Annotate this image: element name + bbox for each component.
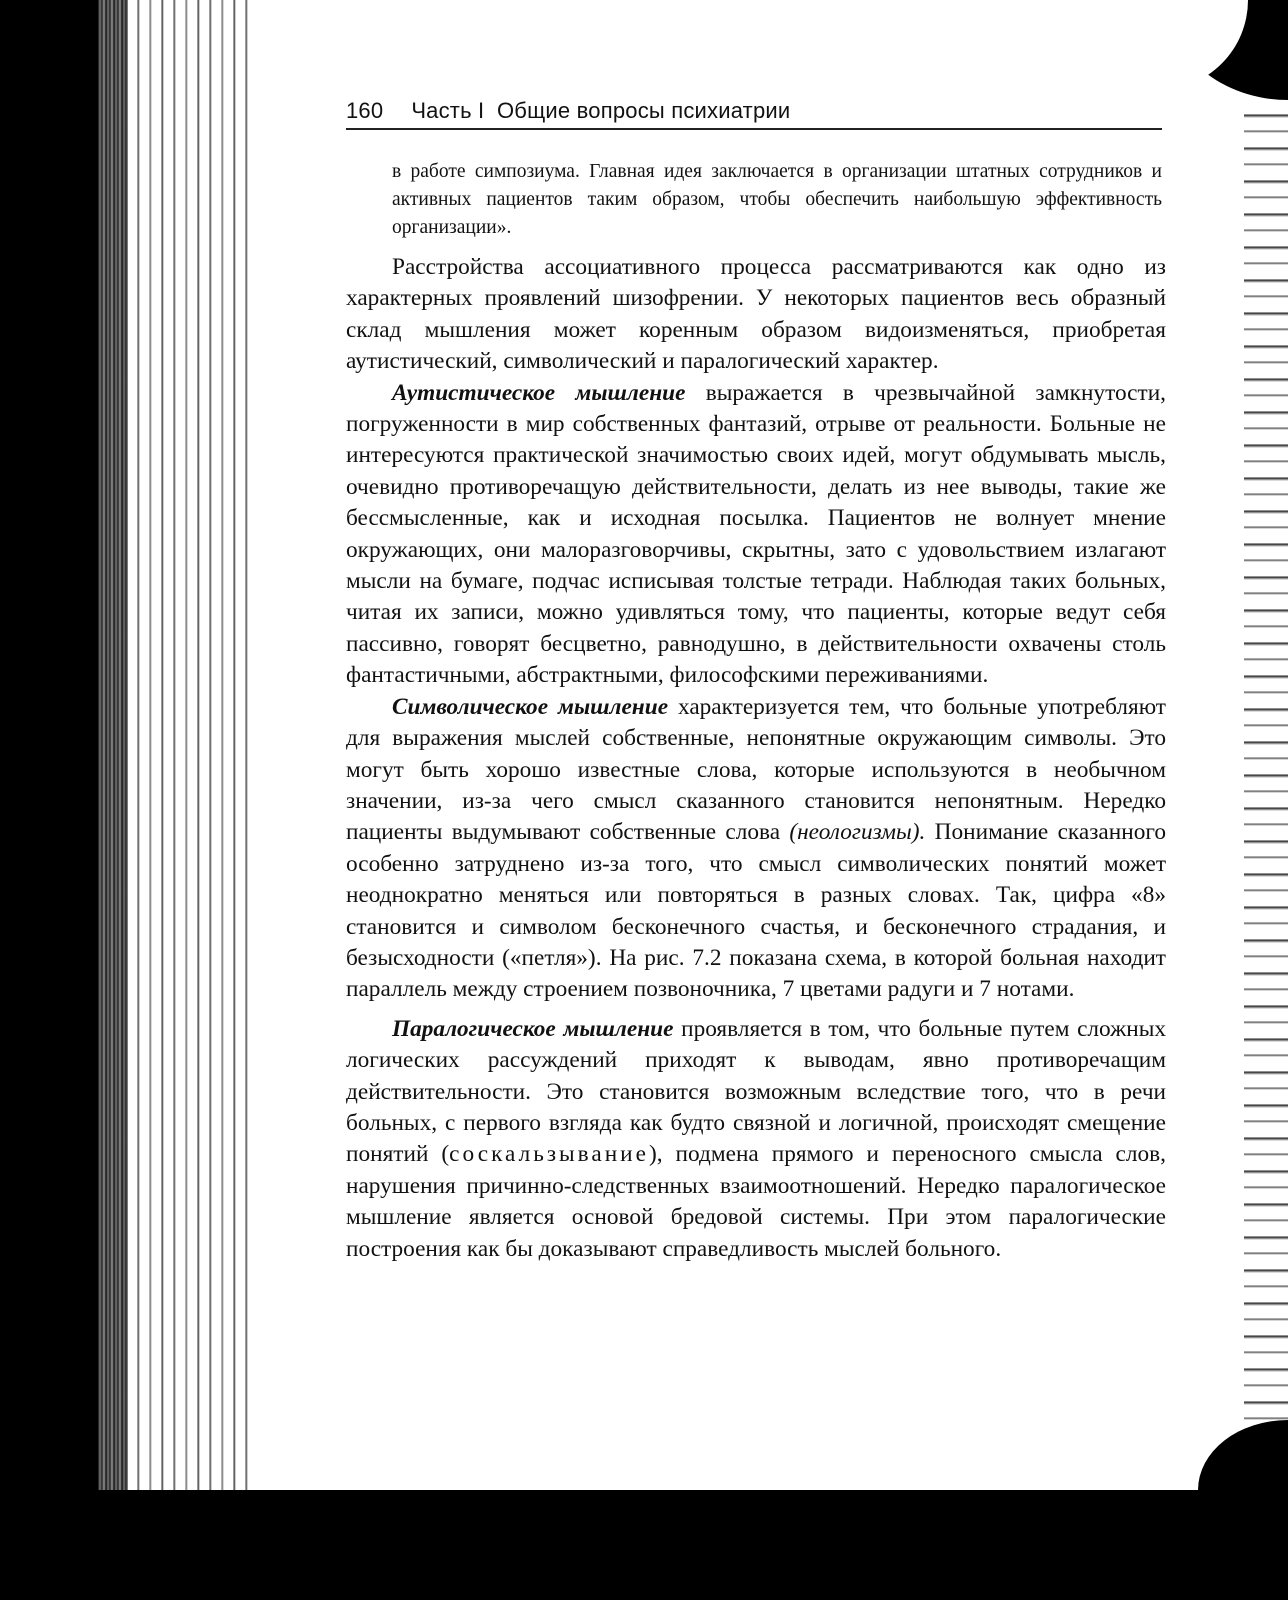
right-page-edge: [1244, 100, 1288, 1490]
corner-shadow-bottom-right: [1198, 1420, 1288, 1490]
header-rule: [346, 128, 1162, 130]
running-header: [346, 96, 1166, 126]
page-content: [346, 96, 1166, 1262]
term-symbolic-thinking: Символическое мышление: [392, 693, 669, 720]
paragraph-text: выражается в чрезвычайной замкнутости, погруженности в мир собственных фантазий, отрыве от реальности. Больные не интересуются практической значимостью своих идей, могут обдумывать мысль, очевидно противоречащую действительности, делать из нее выводы, такие же бессмысленные, как и исходная посылка. Пациентов не волнует мнение окружающих, они малоразговорчивы, скрытны, зато с удовольствием излагают мысли на бумаге, подчас исписывая толстые тетради. Наблюдая таких больных, читая их записи, можно удивляться тому, что пациенты, которые ведут себя пассивно, говорят бесцветно, равнодушно, в действительности охвачены столь фантастичными, абстрактными, философскими переживаниями.: [346, 379, 1166, 689]
body-text: [346, 252, 1166, 1265]
paragraph-paralogical-thinking: [346, 1014, 1166, 1265]
page-edges: [128, 0, 248, 1510]
spaced-term: соскальзывание: [449, 1141, 649, 1168]
running-title: Часть I Общие вопросы психиатрии: [411, 98, 791, 123]
term-autistic-thinking: Аутистическое мышление: [392, 379, 686, 406]
paragraph-text: Понимание сказанного особенно затруднено из-за того, что смысл символических понятий может неоднократно меняться или повторяться в разных словах. Так, цифра «8» становится и символом бесконечного счастья, и бесконечного страдания, и безысходности («петля»). На рис. 7.2 показана схема, в которой больная находит параллель между строением позвоночника, 7 цветами радуги и 7 нотами.: [346, 819, 1166, 1003]
paragraph-text: проявляется в том, что больные путем сложных логических рассуждений приходят к выводам, явно противоречащим действительности. Это становится возможным вследствие того, что в речи больных, с первого взгляда как будто связной и логичной, происходят смещение понятий (: [346, 1015, 1166, 1168]
italic-neologisms: (неологизмы).: [789, 819, 926, 846]
term-paralogical-thinking: Паралогическое мышление: [392, 1015, 674, 1042]
paragraph-text: характеризуется тем, что больные употребляют для выражения мыслей собственные, непонятные окружающим символы. Это могут быть хорошо известные слова, которые используются в необычном значении, из-за чего смысл сказанного становится непонятным. Нередко пациенты выдумывают собственные слова: [346, 693, 1166, 846]
paragraph-symbolic-thinking: [346, 692, 1166, 1006]
book-binding-shadow: [0, 0, 128, 1600]
paragraph-associative-disorders: [346, 252, 1166, 378]
quote-text: в работе симпозиума. Главная идея заключается в организации штатных сотрудников и активных пациентов таким образом, чтобы обеспечить наибольшую эффективность организации».: [392, 161, 1162, 238]
quote-block: [392, 158, 1162, 242]
bottom-shadow: [0, 1490, 1288, 1600]
paragraph-text: Расстройства ассоциативного процесса рассматриваются как одно из характерных проявлений шизофрении. У некоторых пациентов весь образный склад мышления может коренным образом видоизменяться, приобретая аутистический, символический и паралогический характер.: [346, 254, 1166, 375]
paragraph-autistic-thinking: [346, 378, 1166, 692]
paragraph-text: ), подмена прямого и переносного смысла слов, нарушения причинно-следственных взаимоотношений. Нередко паралогическое мышление является основой бредовой системы. При этом паралогические построения как бы доказывают справедливость мыслей больного.: [346, 1141, 1166, 1262]
page-number: 160: [346, 98, 384, 123]
